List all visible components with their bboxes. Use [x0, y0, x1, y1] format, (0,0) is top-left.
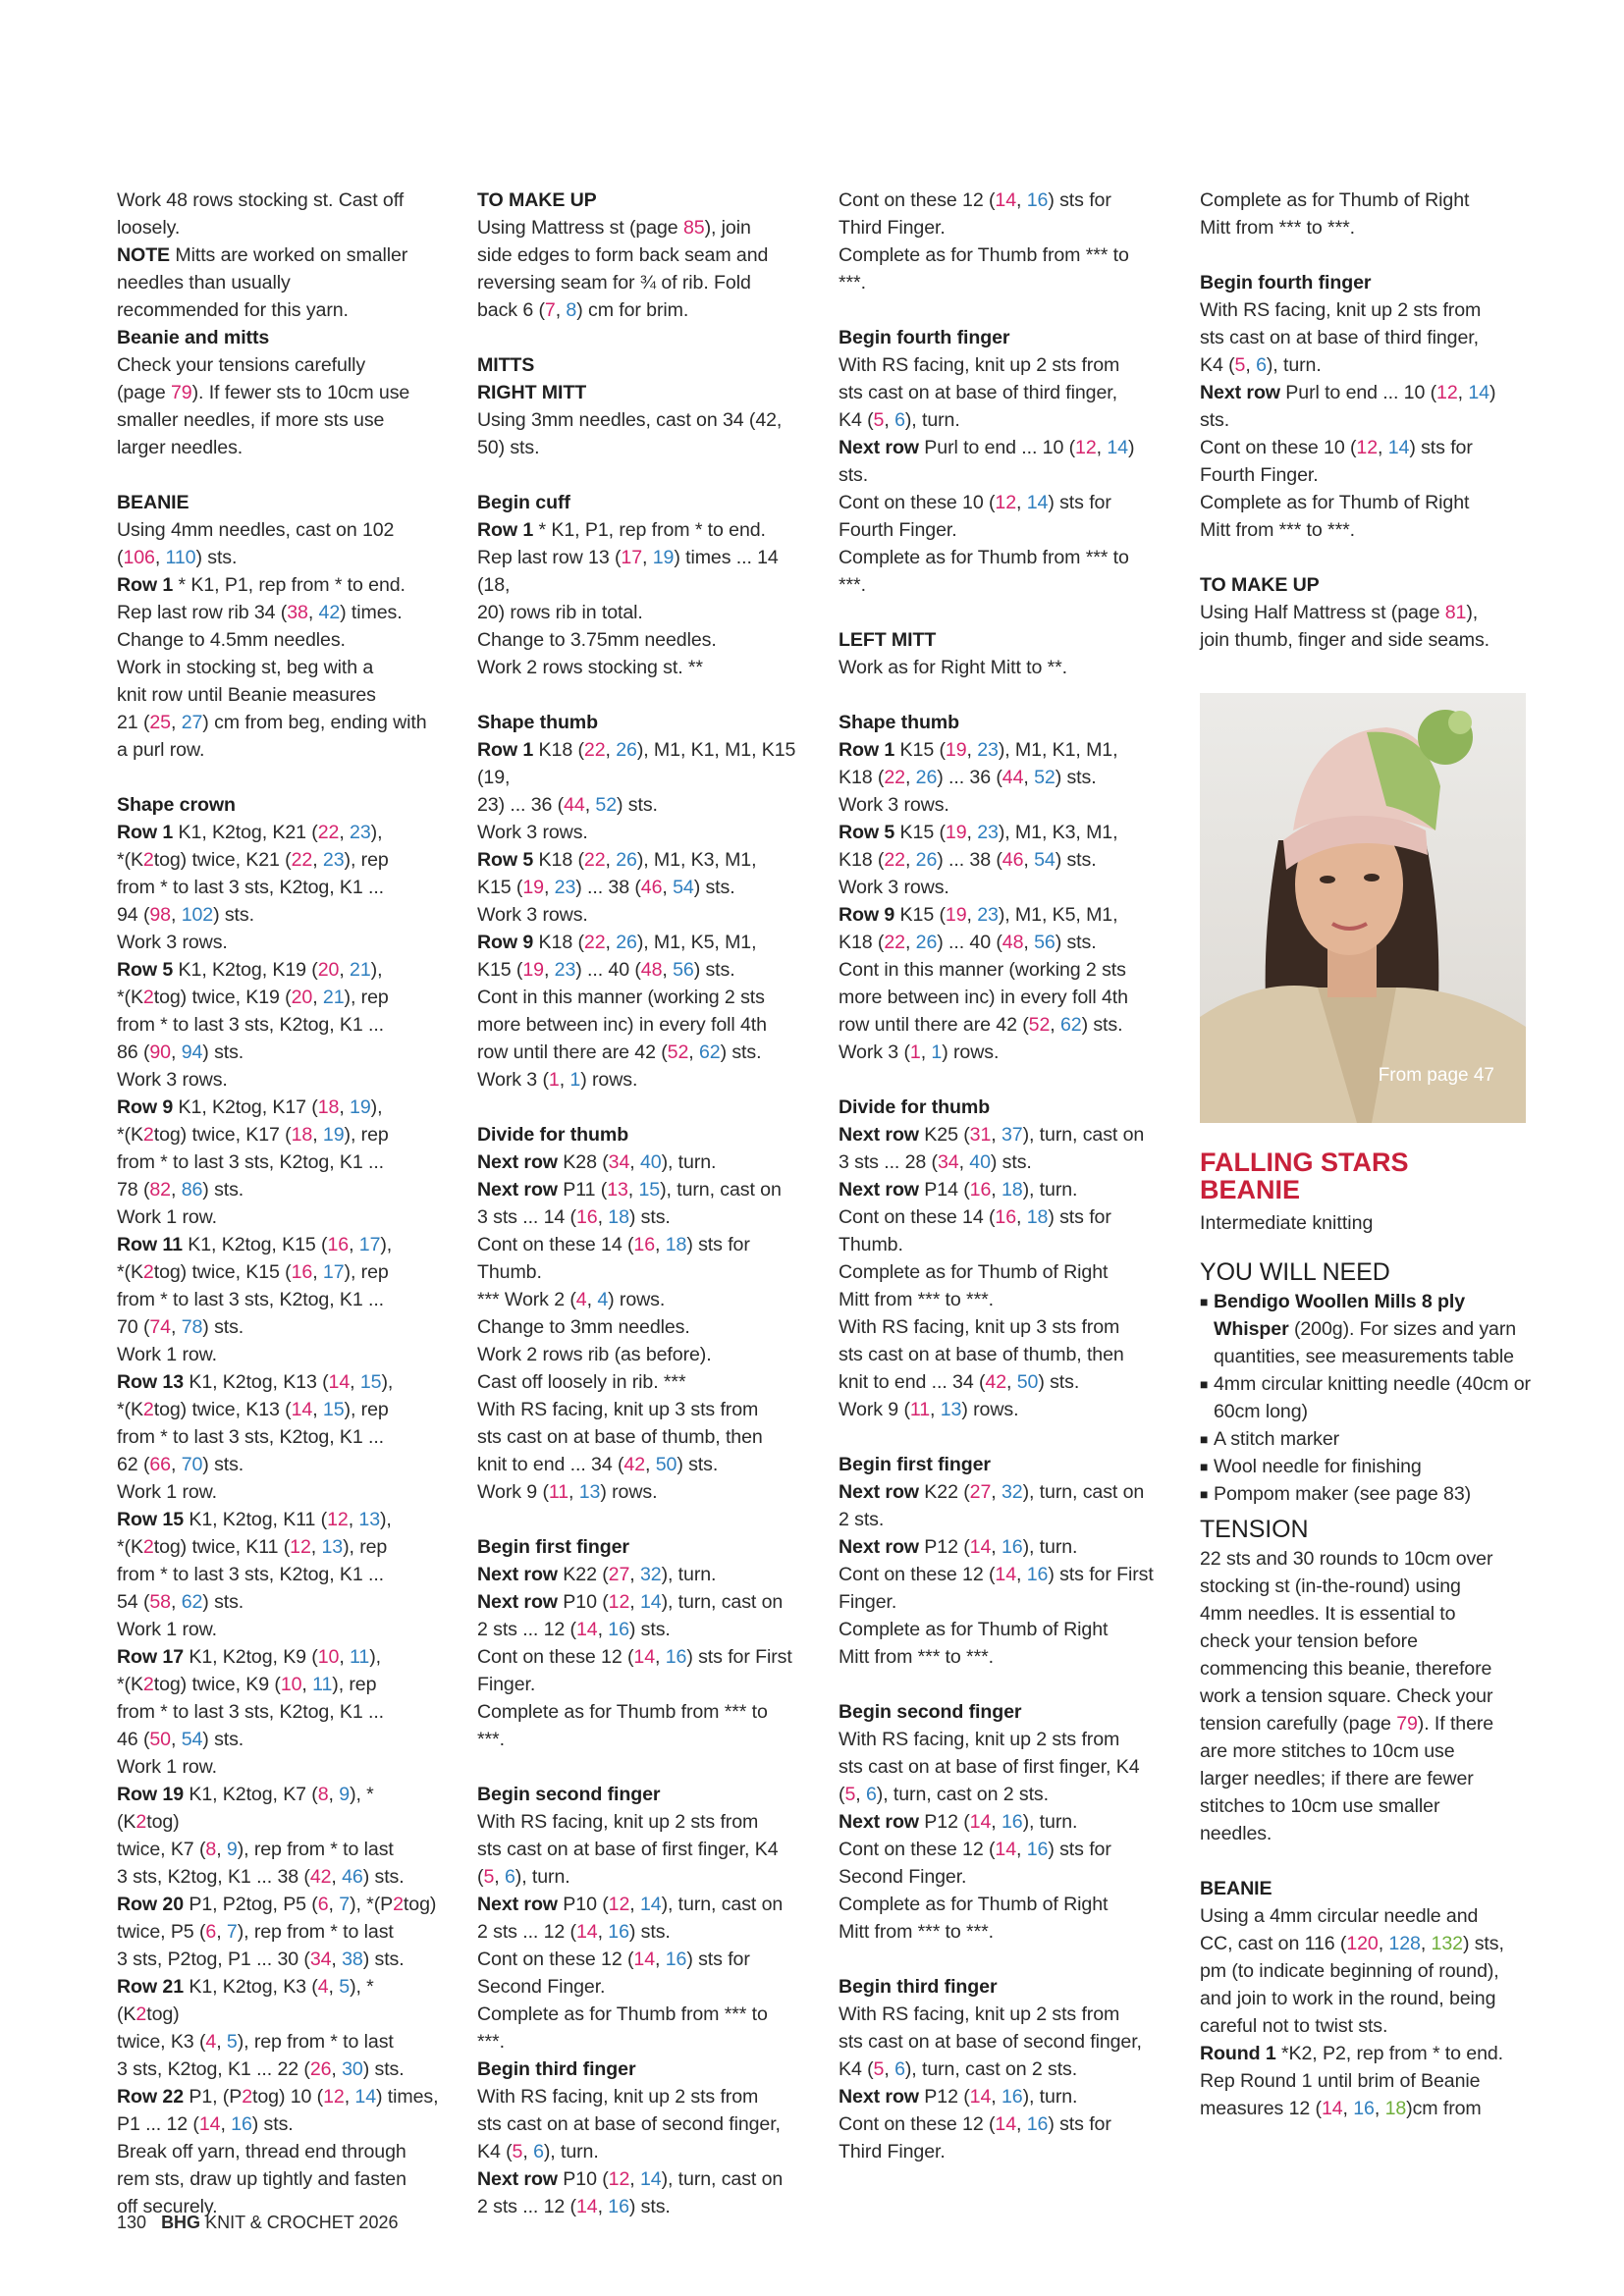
section-heading: Begin first finger: [839, 1454, 991, 1475]
pattern-line: row until there are 42 (52, 62) sts.: [477, 1041, 762, 1063]
pattern-line: stocking st (in-the-round) using: [1200, 1575, 1461, 1597]
pattern-line: NOTE Mitts are worked on smaller: [117, 244, 408, 266]
pattern-line: Row 9 K18 (22, 26), M1, K5, M1,: [477, 932, 757, 953]
pattern-line: sts cast on at base of first finger, K4: [839, 1756, 1140, 1778]
pattern-title-line-1: FALLING STARS: [1200, 1148, 1409, 1177]
pattern-line: Row 1 K18 (22, 26), M1, K1, M1, K15 (19,: [477, 739, 796, 788]
spacer: [839, 1671, 1163, 1698]
pattern-line: Rep last row rib 34 (38, 42) times.: [117, 602, 403, 623]
pattern-line: 2 sts ... 12 (14, 16) sts.: [477, 1921, 671, 1943]
material-item: ■ Pompom maker (see page 83): [1200, 1480, 1534, 1508]
pattern-line: off securely.: [117, 2196, 218, 2217]
spacer: [477, 1094, 801, 1121]
pattern-line: Mitt from *** to ***.: [1200, 217, 1355, 239]
pattern-line: Cont on these 10 (12, 14) sts for: [839, 492, 1111, 513]
pattern-line: Complete as for Thumb of Right: [839, 1894, 1109, 1915]
pattern-line: knit to end ... 34 (42, 50) sts.: [839, 1371, 1080, 1393]
pattern-line: Fourth Finger.: [1200, 464, 1319, 486]
pattern-title-line-2: BEANIE: [1200, 1175, 1301, 1204]
pattern-line: K4 (5, 6), turn.: [1200, 354, 1322, 376]
pattern-line: reversing seam for ¾ of rib. Fold: [477, 272, 751, 294]
pattern-line: *(K2tog) twice, K17 (18, 19), rep: [117, 1124, 389, 1146]
pattern-line: Work 3 rows.: [477, 904, 588, 926]
pattern-line: sts.: [1200, 409, 1230, 431]
spacer: [1200, 241, 1534, 269]
pattern-line: from * to last 3 sts, K2tog, K1 ...: [117, 1564, 385, 1585]
pattern-line: 22 sts and 30 rounds to 10cm over: [1200, 1548, 1493, 1570]
pattern-line: Cont in this manner (working 2 sts: [839, 959, 1126, 981]
pattern-line: Cont on these 12 (14, 16) sts for First: [477, 1646, 792, 1668]
pattern-line: Next row P14 (16, 18), turn.: [839, 1179, 1078, 1201]
you-will-need-heading: YOU WILL NEED: [1200, 1258, 1390, 1286]
pattern-line: Row 5 K1, K2tog, K19 (20, 21),: [117, 959, 383, 981]
pattern-line: *** Work 2 (4, 4) rows.: [477, 1289, 666, 1310]
pattern-line: commencing this beanie, therefore: [1200, 1658, 1492, 1680]
spacer: [477, 461, 801, 489]
pattern-line: Row 5 K15 (19, 23), M1, K3, M1,: [839, 822, 1118, 843]
pattern-line: Row 9 K15 (19, 23), M1, K5, M1,: [839, 904, 1118, 926]
pattern-line: Work 3 rows.: [117, 932, 228, 953]
pattern-line: Work 3 rows.: [117, 1069, 228, 1091]
beanie-heading: BEANIE: [1200, 1878, 1272, 1899]
pattern-line: Complete as for Thumb of Right: [839, 1619, 1109, 1640]
pattern-line: Change to 3mm needles.: [477, 1316, 690, 1338]
section-heading: Begin fourth finger: [839, 327, 1010, 348]
section-heading: Shape thumb: [839, 712, 959, 733]
pattern-line: Work 1 row.: [117, 1481, 217, 1503]
column-3: [839, 187, 1163, 2165]
pattern-line: Next row K22 (27, 32), turn.: [477, 1564, 717, 1585]
pattern-line: Complete as for Thumb from *** to: [477, 2003, 768, 2025]
spacer: [477, 1506, 801, 1533]
pattern-line: Work 3 (1, 1) rows.: [477, 1069, 638, 1091]
pattern-line: Row 11 K1, K2tog, K15 (16, 17),: [117, 1234, 393, 1255]
pattern-line: Second Finger.: [477, 1976, 606, 1998]
pattern-line: Cont in this manner (working 2 sts: [477, 987, 765, 1008]
pattern-line: from * to last 3 sts, K2tog, K1 ...: [117, 1289, 385, 1310]
model-illustration: [1200, 693, 1526, 1123]
pattern-line: 46 (50, 54) sts.: [117, 1729, 244, 1750]
page-footer: [117, 2213, 398, 2233]
pattern-title: [1200, 1148, 1524, 1203]
pattern-line: Mitt from *** to ***.: [839, 1289, 994, 1310]
pattern-line: Cont on these 12 (14, 16) sts for First: [839, 1564, 1154, 1585]
pattern-line: With RS facing, knit up 2 sts from: [1200, 299, 1482, 321]
pattern-line: With RS facing, knit up 2 sts from: [839, 354, 1120, 376]
pattern-line: 86 (90, 94) sts.: [117, 1041, 244, 1063]
pattern-line: join thumb, finger and side seams.: [1200, 629, 1490, 651]
pattern-line: *(K2tog) twice, K13 (14, 15), rep: [117, 1399, 389, 1420]
section-heading: Divide for thumb: [477, 1124, 629, 1146]
pattern-line: (106, 110) sts.: [117, 547, 238, 568]
pattern-details: [1200, 1251, 1534, 2122]
pattern-line: Change to 4.5mm needles.: [117, 629, 346, 651]
pattern-line: Cont on these 12 (14, 16) sts for: [839, 189, 1111, 211]
section-heading: RIGHT MITT: [477, 382, 587, 403]
pattern-line: Rep Round 1 until brim of Beanie: [1200, 2070, 1481, 2092]
pattern-line: Using Half Mattress st (page 81),: [1200, 602, 1479, 623]
pattern-line: ***.: [839, 272, 866, 294]
column-1: [117, 187, 441, 2220]
pattern-line: Work 3 (1, 1) rows.: [839, 1041, 1000, 1063]
pattern-line: Next row P11 (13, 15), turn, cast on: [477, 1179, 782, 1201]
pattern-line: needles than usually: [117, 272, 291, 294]
pattern-line: twice, K7 (8, 9), rep from * to last: [117, 1839, 394, 1860]
pattern-line: sts cast on at base of third finger,: [1200, 327, 1479, 348]
spacer: [839, 681, 1163, 709]
pattern-line: 23) ... 36 (44, 52) sts.: [477, 794, 658, 816]
pattern-line: Rep last row 13 (17, 19) times ... 14 (18,: [477, 547, 779, 596]
pattern-line: sts cast on at base of thumb, then: [839, 1344, 1124, 1365]
pattern-line: stitches to 10cm use smaller: [1200, 1795, 1440, 1817]
pattern-line: Next row P10 (12, 14), turn, cast on: [477, 2168, 784, 2190]
pattern-line: Work 1 row.: [117, 1206, 217, 1228]
pattern-line: are more stitches to 10cm use: [1200, 1740, 1455, 1762]
spacer: [839, 1423, 1163, 1451]
pattern-line: Thumb.: [839, 1234, 903, 1255]
pattern-line: Row 1 K15 (19, 23), M1, K1, M1,: [839, 739, 1118, 761]
pattern-line: Using 3mm needles, cast on 34 (42,: [477, 409, 783, 431]
pattern-line: *(K2tog) twice, K21 (22, 23), rep: [117, 849, 389, 871]
pattern-line: Next row Purl to end ... 10 (12, 14): [839, 437, 1135, 458]
pattern-line: Row 15 K1, K2tog, K11 (12, 13),: [117, 1509, 392, 1530]
pattern-line: Work 1 row.: [117, 1619, 217, 1640]
section-heading: Divide for thumb: [839, 1096, 991, 1118]
pattern-line: Complete as for Thumb from *** to: [839, 547, 1129, 568]
pattern-line: row until there are 42 (52, 62) sts.: [839, 1014, 1123, 1036]
pattern-line: sts cast on at base of second finger,: [839, 2031, 1142, 2053]
pattern-line: Row 9 K1, K2tog, K17 (18, 19),: [117, 1096, 383, 1118]
spacer: [839, 1946, 1163, 1973]
pattern-line: more between inc) in every foll 4th: [477, 1014, 767, 1036]
pattern-line: With RS facing, knit up 2 sts from: [839, 1729, 1120, 1750]
pattern-line: Next row P10 (12, 14), turn, cast on: [477, 1894, 784, 1915]
pattern-line: 78 (82, 86) sts.: [117, 1179, 244, 1201]
pattern-line: from * to last 3 sts, K2tog, K1 ...: [117, 1701, 385, 1723]
pattern-line: 2 sts ... 12 (14, 16) sts.: [477, 1619, 671, 1640]
pattern-line: smaller needles, if more sts use: [117, 409, 385, 431]
pattern-line: Next row Purl to end ... 10 (12, 14): [1200, 382, 1496, 403]
spacer: [477, 1753, 801, 1781]
spacer: [117, 461, 441, 489]
section-heading: Begin second finger: [477, 1784, 661, 1805]
pattern-line: a purl row.: [117, 739, 205, 761]
pattern-line: Row 20 P1, P2tog, P5 (6, 7), *(P2tog): [117, 1894, 437, 1915]
pattern-line: recommended for this yarn.: [117, 299, 349, 321]
pattern-line: check your tension before: [1200, 1630, 1418, 1652]
pattern-line: Work 2 rows rib (as before).: [477, 1344, 712, 1365]
tension-text: [1200, 1545, 1534, 1847]
pattern-line: Work in stocking st, beg with a: [117, 657, 374, 678]
pattern-line: Work 1 row.: [117, 1756, 217, 1778]
pattern-line: Next row K25 (31, 37), turn, cast on: [839, 1124, 1145, 1146]
pattern-line: (5, 6), turn.: [477, 1866, 570, 1888]
pattern-line: Row 19 K1, K2tog, K7 (8, 9), * (K2tog): [117, 1784, 374, 1833]
section-heading: TO MAKE UP: [1200, 574, 1320, 596]
pattern-line: Row 1 * K1, P1, rep from * to end.: [477, 519, 766, 541]
pattern-line: 4mm needles. It is essential to: [1200, 1603, 1456, 1625]
pattern-line: Complete as for Thumb from *** to: [839, 244, 1129, 266]
pattern-line: With RS facing, knit up 2 sts from: [839, 2003, 1120, 2025]
pattern-line: Work 3 rows.: [477, 822, 588, 843]
spacer: [477, 681, 801, 709]
pattern-line: Second Finger.: [839, 1866, 967, 1888]
pattern-line: 54 (58, 62) sts.: [117, 1591, 244, 1613]
pattern-line: Fourth Finger.: [839, 519, 957, 541]
pattern-line: Round 1 *K2, P2, rep from * to end.: [1200, 2043, 1504, 2064]
materials-list: [1200, 1288, 1534, 1508]
pattern-line: larger needles; if there are fewer: [1200, 1768, 1474, 1789]
pattern-line: Work 9 (11, 13) rows.: [839, 1399, 1019, 1420]
pattern-line: 3 sts, K2tog, K1 ... 38 (42, 46) sts.: [117, 1866, 405, 1888]
pattern-line: sts.: [839, 464, 869, 486]
pattern-line: ***.: [839, 574, 866, 596]
section-heading: Beanie and mitts: [117, 327, 270, 348]
pattern-line: Cont on these 10 (12, 14) sts for: [1200, 437, 1473, 458]
pattern-line: sts cast on at base of first finger, K4: [477, 1839, 779, 1860]
pattern-line: Row 17 K1, K2tog, K9 (10, 11),: [117, 1646, 381, 1668]
pattern-line: tension carefully (page 79). If there: [1200, 1713, 1494, 1735]
pattern-line: 3 sts ... 28 (34, 40) sts.: [839, 1151, 1032, 1173]
pattern-line: Mitt from *** to ***.: [839, 1921, 994, 1943]
spacer: [839, 296, 1163, 324]
material-item: ■ A stitch marker: [1200, 1425, 1534, 1453]
pattern-line: Third Finger.: [839, 217, 946, 239]
pattern-line: 62 (66, 70) sts.: [117, 1454, 244, 1475]
pattern-line: K18 (22, 26) ... 38 (46, 54) sts.: [839, 849, 1097, 871]
section-heading: Shape thumb: [477, 712, 598, 733]
section-heading: TO MAKE UP: [477, 189, 597, 211]
pattern-line: Complete as for Thumb from *** to: [477, 1701, 768, 1723]
pattern-line: Work 1 row.: [117, 1344, 217, 1365]
pattern-line: knit row until Beanie measures: [117, 684, 376, 706]
pattern-line: K4 (5, 6), turn.: [477, 2141, 599, 2163]
pattern-line: Work 3 rows.: [839, 877, 949, 898]
pattern-line: P1 ... 12 (14, 16) sts.: [117, 2113, 294, 2135]
pattern-line: Cont on these 12 (14, 16) sts for: [839, 2113, 1111, 2135]
pattern-line: Cont on these 12 (14, 16) sts for: [477, 1949, 750, 1970]
pattern-line: 2 sts ... 12 (14, 16) sts.: [477, 2196, 671, 2217]
photo-caption: From page 47: [1378, 1065, 1494, 1086]
material-item: ■ Wool needle for finishing: [1200, 1453, 1534, 1480]
skill-level: Intermediate knitting: [1200, 1212, 1374, 1234]
section-heading: Shape crown: [117, 794, 236, 816]
pattern-line: twice, P5 (6, 7), rep from * to last: [117, 1921, 394, 1943]
pattern-line: 50) sts.: [477, 437, 540, 458]
section-heading: Begin second finger: [839, 1701, 1022, 1723]
pattern-line: K15 (19, 23) ... 40 (48, 56) sts.: [477, 959, 735, 981]
tension-heading: TENSION: [1200, 1516, 1309, 1543]
spacer: [839, 599, 1163, 626]
pattern-line: careful not to twist sts.: [1200, 2015, 1388, 2037]
pattern-line: Using Mattress st (page 85), join: [477, 217, 751, 239]
pattern-line: Row 1 * K1, P1, rep from * to end.: [117, 574, 406, 596]
section-heading: Begin first finger: [477, 1536, 629, 1558]
pattern-line: from * to last 3 sts, K2tog, K1 ...: [117, 1014, 385, 1036]
pattern-line: pm (to indicate beginning of round),: [1200, 1960, 1499, 1982]
pattern-line: 3 sts, K2tog, K1 ... 22 (26, 30) sts.: [117, 2058, 405, 2080]
pattern-line: *(K2tog) twice, K9 (10, 11), rep: [117, 1674, 377, 1695]
pattern-line: Row 13 K1, K2tog, K13 (14, 15),: [117, 1371, 394, 1393]
pattern-line: side edges to form back seam and: [477, 244, 769, 266]
pattern-line: 20) rows rib in total.: [477, 602, 643, 623]
pattern-line: and join to work in the round, being: [1200, 1988, 1496, 2009]
pattern-line: larger needles.: [117, 437, 244, 458]
pattern-line: With RS facing, knit up 2 sts from: [477, 1811, 759, 1833]
pattern-line: knit to end ... 34 (42, 50) sts.: [477, 1454, 719, 1475]
pattern-line: ***.: [477, 1729, 505, 1750]
pattern-line: 21 (25, 27) cm from beg, ending with: [117, 712, 427, 733]
pattern-line: Next row P12 (14, 16), turn.: [839, 2086, 1078, 2108]
section-heading: Begin third finger: [477, 2058, 636, 2080]
pattern-line: twice, K3 (4, 5), rep from * to last: [117, 2031, 394, 2053]
pattern-line: sts cast on at base of thumb, then: [477, 1426, 763, 1448]
beanie-model-photo: [1200, 693, 1526, 1123]
pattern-line: Mitt from *** to ***.: [1200, 519, 1355, 541]
pattern-line: K4 (5, 6), turn, cast on 2 sts.: [839, 2058, 1078, 2080]
pattern-line: Third Finger.: [839, 2141, 946, 2163]
pattern-line: Thumb.: [477, 1261, 542, 1283]
pattern-line: (5, 6), turn, cast on 2 sts.: [839, 1784, 1049, 1805]
pattern-line: Row 21 K1, K2tog, K3 (4, 5), * (K2tog): [117, 1976, 374, 2025]
pattern-line: Work 3 rows.: [839, 794, 949, 816]
pattern-line: *(K2tog) twice, K19 (20, 21), rep: [117, 987, 389, 1008]
section-heading: Begin third finger: [839, 1976, 998, 1998]
pattern-line: needles.: [1200, 1823, 1272, 1844]
spacer: [1200, 544, 1534, 571]
pattern-line: 3 sts, P2tog, P1 ... 30 (34, 38) sts.: [117, 1949, 405, 1970]
material-item: ■ Bendigo Woollen Mills 8 ply Whisper (200g). For sizes and yarn quantities, see measurements table: [1200, 1288, 1534, 1370]
pattern-line: Row 1 K1, K2tog, K21 (22, 23),: [117, 822, 383, 843]
section-heading: MITTS: [477, 354, 535, 376]
pattern-line: Using a 4mm circular needle and: [1200, 1905, 1479, 1927]
pattern-line: Cont on these 14 (16, 18) sts for: [477, 1234, 750, 1255]
pattern-line: 70 (74, 78) sts.: [117, 1316, 244, 1338]
pattern-line: Break off yarn, thread end through: [117, 2141, 406, 2163]
publication-logo: BHG: [161, 2213, 201, 2232]
pattern-line: Complete as for Thumb of Right: [839, 1261, 1109, 1283]
pattern-line: from * to last 3 sts, K2tog, K1 ...: [117, 877, 385, 898]
pattern-line: Complete as for Thumb of Right: [1200, 189, 1470, 211]
pattern-line: *(K2tog) twice, K11 (12, 13), rep: [117, 1536, 388, 1558]
spacer: [117, 764, 441, 791]
pattern-line: Using 4mm needles, cast on 102: [117, 519, 395, 541]
pattern-line: from * to last 3 sts, K2tog, K1 ...: [117, 1151, 385, 1173]
pattern-line: measures 12 (14, 16, 18)cm from: [1200, 2098, 1482, 2119]
pattern-line: (page 79). If fewer sts to 10cm use: [117, 382, 410, 403]
spacer: [839, 1066, 1163, 1094]
pattern-line: With RS facing, knit up 3 sts from: [477, 1399, 759, 1420]
column-2: [477, 187, 801, 2220]
pattern-line: more between inc) in every foll 4th: [839, 987, 1128, 1008]
pattern-line: With RS facing, knit up 3 sts from: [839, 1316, 1120, 1338]
pattern-line: back 6 (7, 8) cm for brim.: [477, 299, 689, 321]
material-item: ■ 4mm circular knitting needle (40cm or 60cm long): [1200, 1370, 1534, 1425]
pattern-line: Next row K22 (27, 32), turn, cast on: [839, 1481, 1145, 1503]
pattern-line: Check your tensions carefully: [117, 354, 366, 376]
pattern-line: K4 (5, 6), turn.: [839, 409, 960, 431]
pattern-line: With RS facing, knit up 2 sts from: [477, 2086, 759, 2108]
section-heading: Begin cuff: [477, 492, 570, 513]
pattern-line: Change to 3.75mm needles.: [477, 629, 717, 651]
pattern-line: Complete as for Thumb of Right: [1200, 492, 1470, 513]
pattern-line: Next row K28 (34, 40), turn.: [477, 1151, 717, 1173]
pattern-line: Mitt from *** to ***.: [839, 1646, 994, 1668]
section-heading: Begin fourth finger: [1200, 272, 1372, 294]
pattern-line: from * to last 3 sts, K2tog, K1 ...: [117, 1426, 385, 1448]
pattern-line: K18 (22, 26) ... 36 (44, 52) sts.: [839, 767, 1097, 788]
pattern-line: Work 2 rows stocking st. **: [477, 657, 703, 678]
pattern-line: Finger.: [839, 1591, 897, 1613]
section-heading: LEFT MITT: [839, 629, 937, 651]
pattern-line: rem sts, draw up tightly and fasten: [117, 2168, 406, 2190]
pattern-line: Finger.: [477, 1674, 536, 1695]
pattern-line: loosely.: [117, 217, 181, 239]
pattern-line: K15 (19, 23) ... 38 (46, 54) sts.: [477, 877, 735, 898]
pattern-line: Next row P12 (14, 16), turn.: [839, 1536, 1078, 1558]
beanie-instructions: [1200, 1902, 1534, 2122]
pattern-line: Work as for Right Mitt to **.: [839, 657, 1068, 678]
pattern-line: K18 (22, 26) ... 40 (48, 56) sts.: [839, 932, 1097, 953]
pattern-line: Row 5 K18 (22, 26), M1, K3, M1,: [477, 849, 757, 871]
section-heading: BEANIE: [117, 492, 189, 513]
pattern-line: Cont on these 14 (16, 18) sts for: [839, 1206, 1111, 1228]
pattern-line: sts cast on at base of second finger,: [477, 2113, 781, 2135]
pattern-line: 3 sts ... 14 (16, 18) sts.: [477, 1206, 671, 1228]
pattern-line: sts cast on at base of third finger,: [839, 382, 1117, 403]
pattern-line: Next row P12 (14, 16), turn.: [839, 1811, 1078, 1833]
spacer: [477, 324, 801, 351]
page-number: 130: [117, 2213, 147, 2232]
pattern-line: Work 9 (11, 13) rows.: [477, 1481, 658, 1503]
pattern-line: Next row P10 (12, 14), turn, cast on: [477, 1591, 784, 1613]
pattern-line: CC, cast on 116 (120, 128, 132) sts,: [1200, 1933, 1504, 1954]
pattern-line: 94 (98, 102) sts.: [117, 904, 254, 926]
pattern-line: work a tension square. Check your: [1200, 1685, 1493, 1707]
pattern-line: 2 sts.: [839, 1509, 885, 1530]
pattern-line: *(K2tog) twice, K15 (16, 17), rep: [117, 1261, 389, 1283]
pattern-line: ***.: [477, 2031, 505, 2053]
pattern-line: Row 22 P1, (P2tog) 10 (12, 14) times,: [117, 2086, 439, 2108]
pattern-line: Cast off loosely in rib. ***: [477, 1371, 686, 1393]
pattern-line: Work 48 rows stocking st. Cast off: [117, 189, 405, 211]
issue-name: KNIT & CROCHET 2026: [205, 2213, 399, 2232]
column-4: [1200, 187, 1534, 654]
pattern-line: Cont on these 12 (14, 16) sts for: [839, 1839, 1111, 1860]
